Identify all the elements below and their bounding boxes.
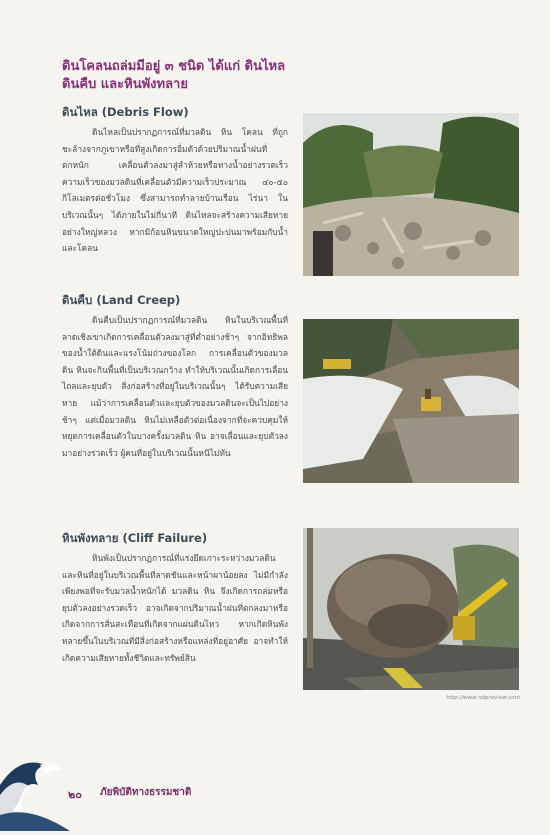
section-text-debris-flow: ดินไหลเป็นปรากฏการณ์ที่มวลดิน หิน โคลน ที่ถูกชะล้างจากภูเขาหรือที่สูงเกิดการอิ่มตัวด้วยปริมาณน้ำฝนที่ตกหนัก เคลื่อนตัวลงมาสู่ลำห้วยหรือทางน้ำอย่างรวดเร็ว ความเร็วของมวลดินที่เคลื่อนตัวมีความเร็วประมาณ ๔๐-๕๐ กิโลเมตรต่อชั่วโมง ซึ่งสามารถทำลายบ้านเรือน ไร่นา ในบริเวณนั้นๆ ได้ภายในไม่กี่นาที ดินไหลจะสร้างความเสียหายอย่างใหญ่หลวง หากมีก้อนหินขนาดใหญ่ปะปนมาพร้อมกับน้ำและโคลน bbox=[62, 127, 288, 254]
section-text-cliff-failure: หินพังเป็นปรากฏการณ์ที่แรงยึดเกาะระหว่างมวลดินและหินที่อยู่ในบริเวณพื้นที่ลาดชันและหน้าผาน้อยลง ไม่มีกำลังเพียงพอที่จะรับมวลน้ำหนักได้ มวลดิน หิน จึงเกิดการถล่มหรือยุบตัวลงอย่างรวดเร็ว อาจเกิดจากปริมาณน้ำฝนที่ตกลงมาหรือเกิดจากการสั่นสะเทือนที่เกิดจากแผ่นดินไหว หากเกิดหินพังทลายขึ้นในบริเวณที่มีสิ่งก่อสร้างหรือแหล่งที่อยู่อาศัย อาจทำให้เกิดความเสียหายทั้งชีวิตและทรัพย์สิน bbox=[62, 553, 288, 663]
land-creep-photo bbox=[303, 319, 519, 483]
section-heading-land-creep: ดินคืบ (Land Creep) bbox=[62, 293, 181, 307]
section-heading-cliff-failure: หินพังทลาย (Cliff Failure) bbox=[62, 531, 208, 545]
main-title bbox=[62, 58, 322, 94]
debris-flow-photo bbox=[303, 113, 519, 276]
section-text-land-creep: ดินคืบเป็นปรากฏการณ์ที่มวลดิน หินในบริเวณพื้นที่ลาดเชิงเขาเกิดการเคลื่อนตัวลงมาสู่ที่ต่ำอย่างช้าๆ จากอิทธิพลของน้ำใต้ดินและแรงโน้มถ่วงของโลก การเคลื่อนตัวของมวลดิน หินจะกินพื้นที่เป็นบริเวณกว้าง ทำให้บริเวณนั้นเกิดการเลื่อนไถลและยุบตัว สิ่งก่อสร้างที่อยู่ในบริเวณนั้นๆ ได้รับความเสียหาย แม้ว่าการเคลื่อนตัวและยุบตัวของมวลดินจะเป็นไปอย่างช้าๆ แต่เมื่อมวลดิน หินไม่เหลือตัวต่อเนื่องจากที่จะควบคุมให้หยุดการเคลื่อนตัวในบางครั้งมวลดิน หิน อาจเลื่อนและยุบตัวลงมาอย่างรวดเร็ว ผู้คนที่อยู่ในบริเวณนั้นหนีไม่ทัน bbox=[62, 315, 288, 458]
wave-illustration-icon bbox=[0, 745, 70, 831]
page-number: ๒๐ bbox=[68, 788, 82, 801]
cliff-failure-photo bbox=[303, 528, 519, 690]
main-title-line-2: ดินคืบ และหินพังทลาย bbox=[62, 77, 188, 92]
photo-credit: http://www.ndpreview.com bbox=[446, 695, 520, 701]
section-heading-debris-flow: ดินไหล (Debris Flow) bbox=[62, 105, 189, 119]
footer-title: ภัยพิบัติทางธรรมชาติ bbox=[100, 787, 192, 798]
main-title-line-1: ดินโคลนถล่มมีอยู่ ๓ ชนิด ได้แก่ ดินไหล bbox=[62, 59, 286, 74]
